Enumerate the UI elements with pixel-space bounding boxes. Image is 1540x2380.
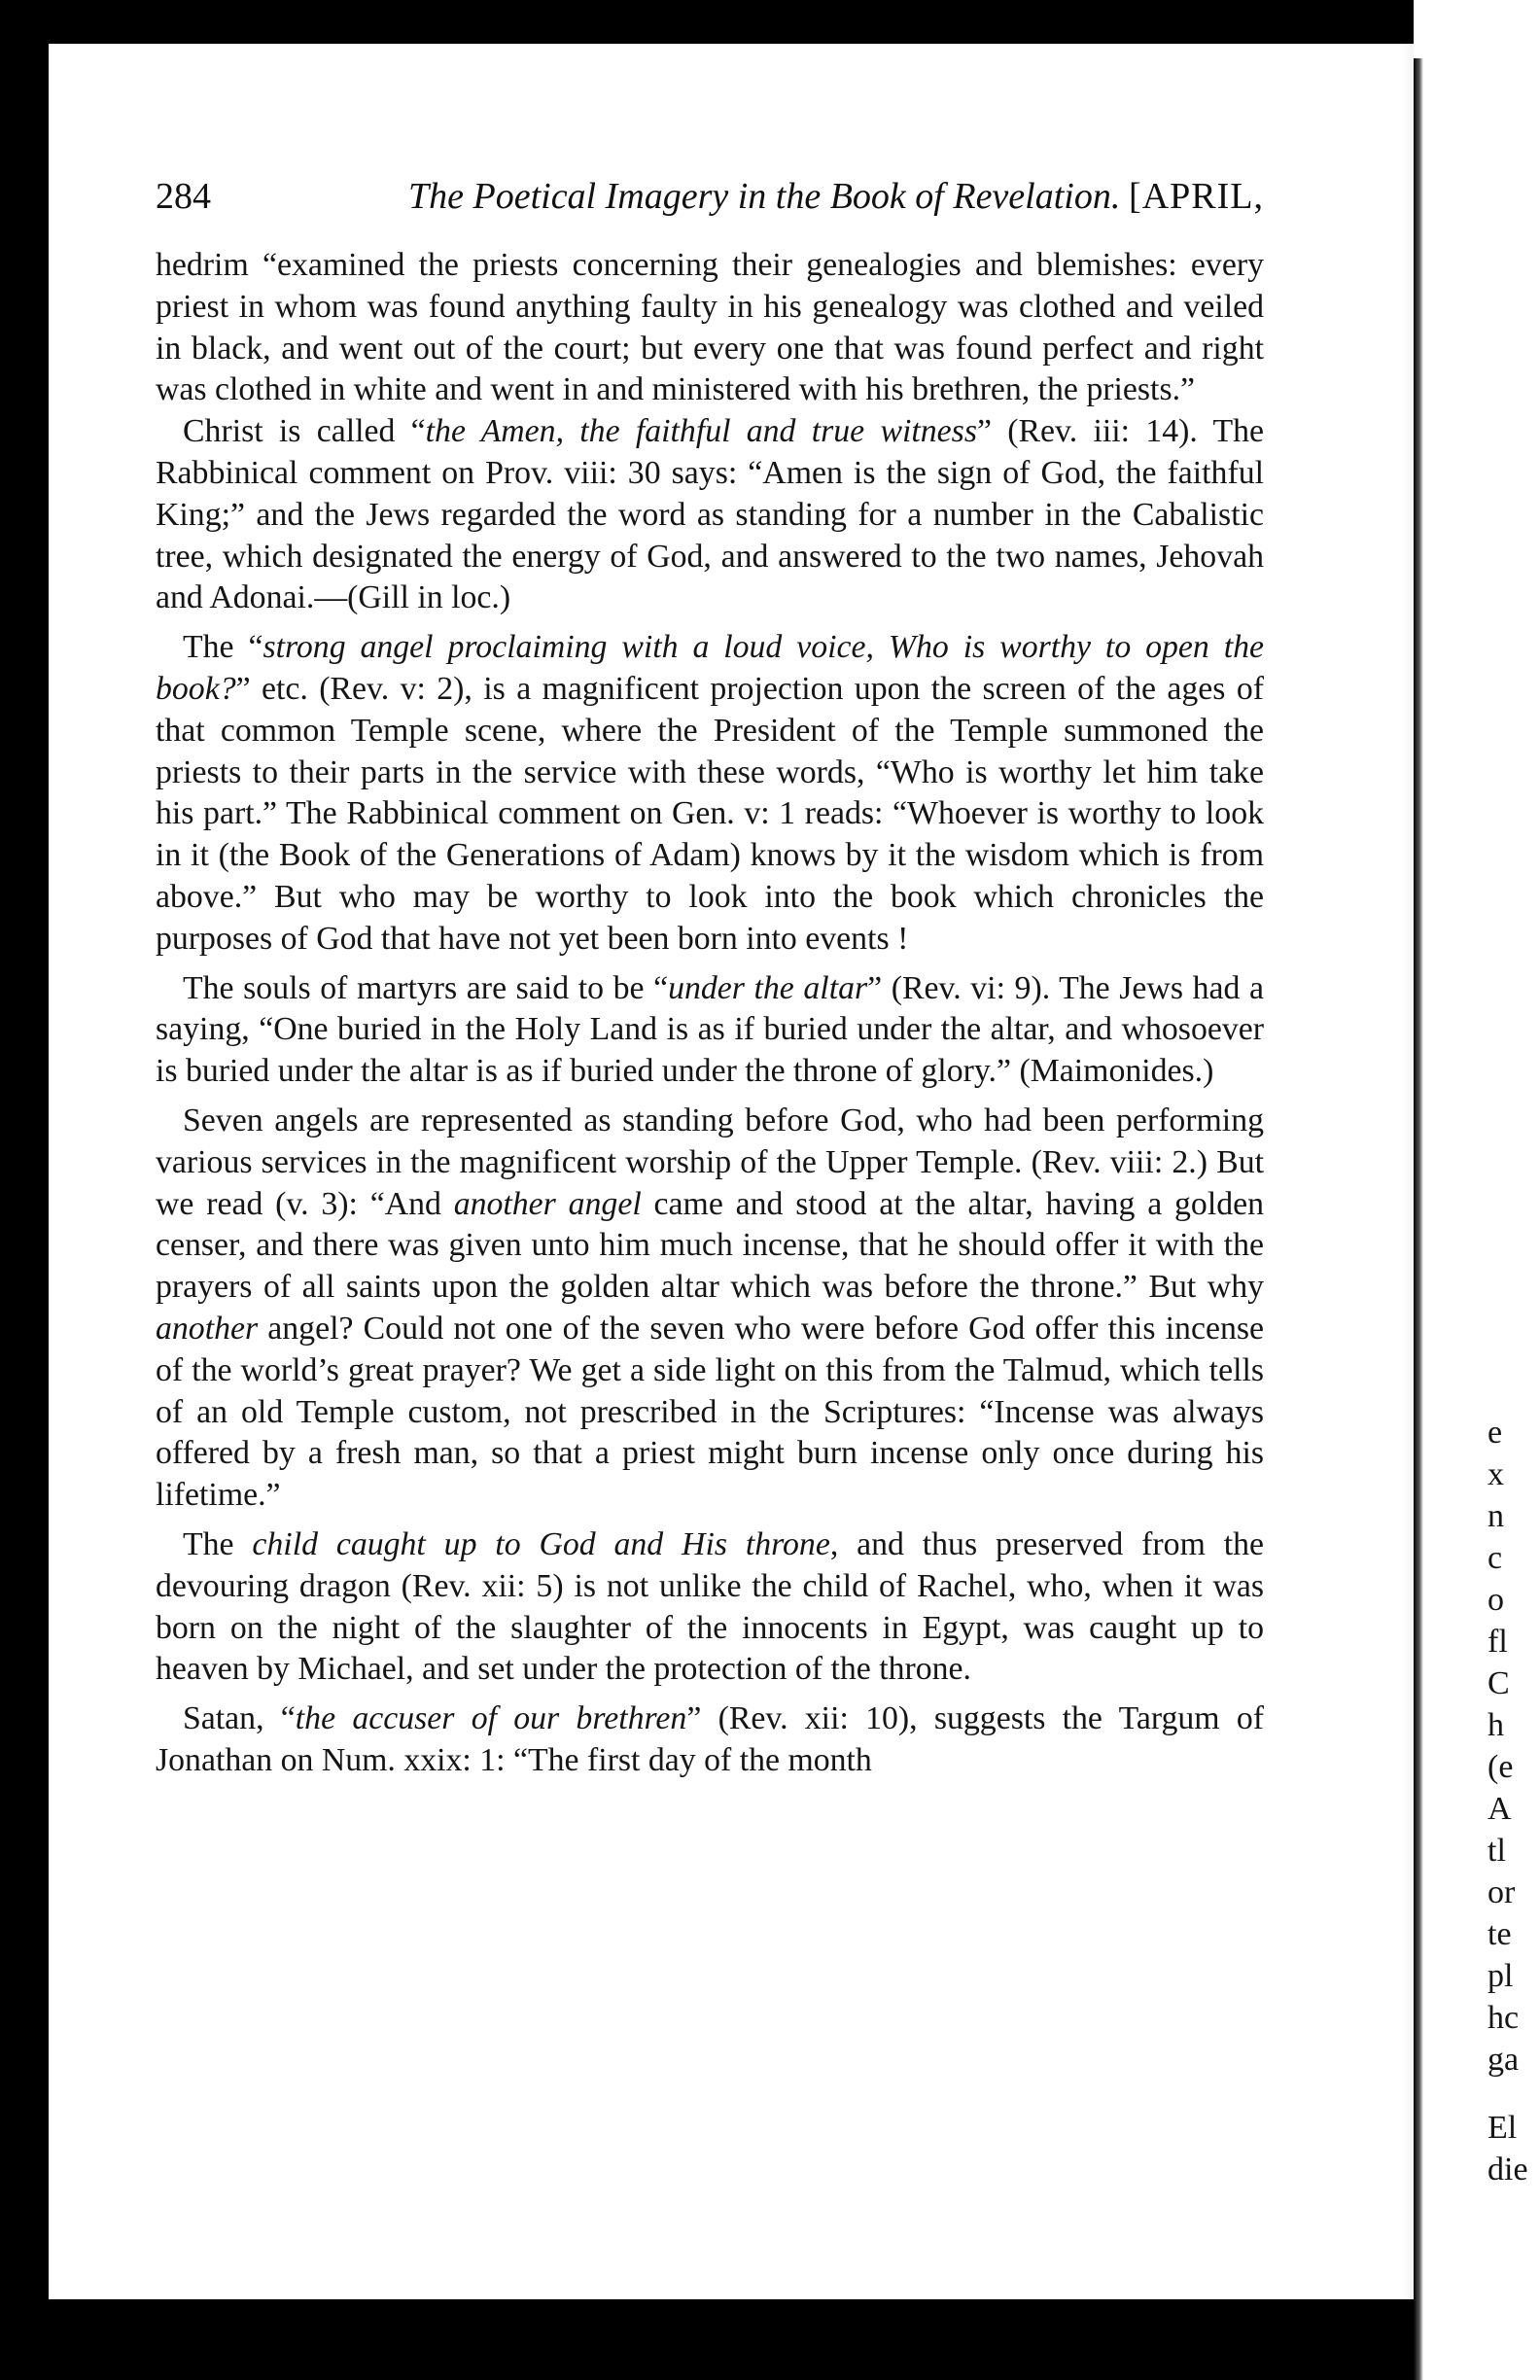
facing-fragment: die <box>1488 2152 1528 2188</box>
facing-page-edge <box>1414 0 1540 2380</box>
text-run: ” (Rev. iii: 14). The Rabbinical comment on Prov. viii: 30 says: “Amen is the sign of God, the faithful King;” and the Jews regarded the word as standing for a number in the Cabalistic tree, which designated the energy of God, and answered to the two names, Jehovah and Adonai.—(Gill in loc.) <box>156 413 1264 616</box>
facing-fragment: hc <box>1488 2000 1520 2036</box>
facing-fragment: x <box>1488 1456 1504 1492</box>
page-fold-shadow <box>1414 58 1423 2380</box>
text-run: , and thus preserved from the devouring dragon (Rev. xii: 5) is not unlike the child of Rachel, who, when it was born on the night of the slaughter of the innocents in Egypt, was caught up to heaven by Michael, and set under the protection of the throne. <box>156 1525 1264 1688</box>
running-header <box>156 175 1264 233</box>
text-run: Seven angels are represented as standing before God, who had been performing various services in the magnificent worship of the Upper Temple. (Rev. viii: 2.) But we read (v. 3): “And <box>156 1102 1264 1222</box>
facing-fragment: te <box>1488 1916 1512 1952</box>
paragraph-3 <box>156 627 1264 960</box>
italic-word: another <box>156 1310 259 1347</box>
page-body-text <box>156 245 1264 1782</box>
italic-quote: strong angel proclaiming with a loud voice, Who is worthy to open the book? <box>156 629 1265 707</box>
facing-fragment: tl <box>1488 1833 1506 1869</box>
facing-fragment: c <box>1488 1540 1503 1576</box>
paragraph-6 <box>156 1524 1264 1691</box>
italic-quote: child caught up to God and His throne <box>252 1525 830 1562</box>
text-run: The “ <box>183 629 263 666</box>
page-number: 284 <box>156 176 211 217</box>
italic-quote: another angel <box>453 1185 642 1222</box>
text-run: came and stood at the altar, having a golden censer, and there was given unto him much incense, that he should offer it with the prayers of all saints upon the golden altar which was before the throne.” But why <box>156 1185 1265 1306</box>
text-run: ” (Rev. xii: 10), suggests the Targum of Jonathan on Num. xxix: 1: “The first day of the month <box>156 1700 1264 1778</box>
facing-fragment: pl <box>1488 1958 1514 1994</box>
paragraph-2 <box>156 411 1264 619</box>
facing-fragment: n <box>1488 1498 1504 1534</box>
paragraph-1 <box>156 245 1264 411</box>
facing-fragment: or <box>1488 1874 1516 1910</box>
italic-quote: the accuser of our brethren <box>295 1700 687 1737</box>
paragraph-4 <box>156 968 1264 1093</box>
text-run: Satan, “ <box>183 1700 296 1737</box>
text-run: ” (Rev. vi: 9). The Jews had a saying, “One buried in the Holy Land is as if buried under the altar, and whosoever is buried under the altar is as if buried under the throne of glory.” (Maimonides.) <box>156 969 1264 1090</box>
text-run: angel? Could not one of the seven who were before God offer this incense of the world’s great prayer? We get a side light on this from the Talmud, which tells of an old Temple custom, not prescribed in the Scriptures: “Incense was always offered by a fresh man, so that a priest might burn incense only once during his lifetime.” <box>156 1310 1264 1514</box>
text-run: The souls of martyrs are said to be “ <box>183 969 669 1006</box>
text-run: The <box>183 1525 253 1562</box>
italic-quote: under the altar <box>668 969 868 1006</box>
italic-quote: the Amen, the faithful and true witness <box>425 413 977 450</box>
paragraph-5 <box>156 1101 1264 1517</box>
facing-fragment: ga <box>1488 2042 1520 2078</box>
running-month: [APRIL, <box>1129 176 1264 217</box>
paragraph-1-text: hedrim “examined the priests concerning their genealogies and blemishes: every priest in whom was found anything faulty in his genealogy was clothed and veiled in black, and went out of the court; but every one that was found perfect and right was clothed in white and went in and ministered with his brethren, the priests.” <box>156 247 1264 408</box>
paragraph-7 <box>156 1698 1264 1782</box>
facing-fragment: El <box>1488 2110 1518 2146</box>
text-run: ” etc. (Rev. v: 2), is a magnificent projection upon the screen of the ages of that common Temple scene, where the President of the Temple summoned the priests to their parts in the service with these words, “Who is worthy let him take his part.” The Rabbinical comment on Gen. v: 1 reads: “Whoever is worthy to look in it (the Book of the Generations of Adam) knows by it the wisdom which is from above.” But who may be worthy to look into the book which chronicles the purposes of God that have not yet been born into events ! <box>156 670 1264 957</box>
facing-fragment: o <box>1488 1582 1504 1618</box>
text-run: Christ is called “ <box>183 413 426 450</box>
facing-fragment: fl <box>1488 1624 1508 1660</box>
facing-fragment: C <box>1488 1665 1510 1701</box>
facing-fragment: A <box>1488 1791 1512 1827</box>
facing-fragment: (e <box>1488 1749 1514 1785</box>
facing-fragment: h <box>1488 1707 1504 1743</box>
facing-fragment: e <box>1488 1415 1503 1451</box>
running-title: The Poetical Imagery in the Book of Revelation. <box>408 176 1121 217</box>
